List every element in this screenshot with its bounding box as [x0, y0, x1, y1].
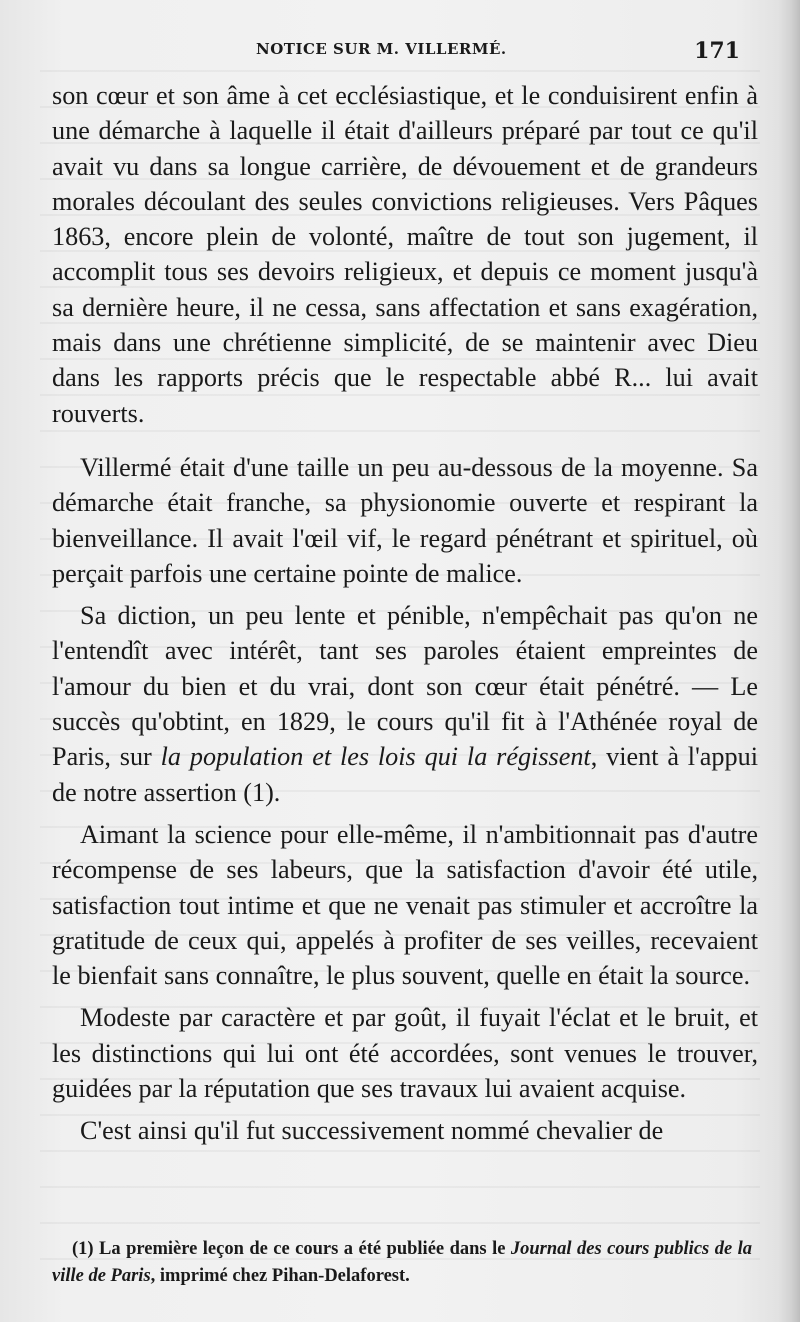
footnote-text-a: (1) La première leçon de ce cours a été publiée dans le [72, 1239, 511, 1259]
page-edge-shadow [778, 0, 800, 1322]
paragraph-3 [52, 598, 758, 810]
paragraph-3-text-b: , vient à l'appui de notre assertion (1). [52, 742, 758, 807]
paragraph-4: Aimant la science pour elle-même, il n'ambitionnait pas d'autre récompense de ses labeurs, que la satisfaction d'avoir été utile, satisfaction tout intime et que ne venait pas stimuler et accroître la gratitude de ceux qui, appelés à profiter de ses veilles, recevaient le bienfait sans connaître, le plus souvent, quelle en était la source. [52, 819, 758, 991]
paragraph-3-text-a: Sa diction, un peu lente et pénible, n'empêchait pas qu'on ne l'entendît avec intérêt, tant ses paroles étaient empreintes de l'amour du bien et du vrai, dont son cœur était pénétré. — Le succès qu'obtint, en 1829, le cours qu'il fit à l'Athénée royal de Paris, sur [52, 601, 758, 772]
body-text [52, 78, 758, 1149]
paragraph-2: Villermé était d'une taille un peu au-dessous de la moyenne. Sa démarche était franche, sa physionomie ouverte et respirant la bienveillance. Il avait l'œil vif, le regard pénétrant et spirituel, où perçait parfois une certaine pointe de malice. [52, 452, 758, 588]
footnote-text-b: , imprimé chez Pihan-Delaforest. [150, 1266, 410, 1286]
paragraph-6: C'est ainsi qu'il fut successivement nommé chevalier de [80, 1116, 664, 1146]
footnote-journal-title: Journal des cours publics de la ville de Paris [52, 1239, 753, 1286]
page-header [50, 40, 750, 70]
paragraph-1: son cœur et son âme à cet ecclésiastique, et le conduisirent enfin à une démarche à laquelle il était d'ailleurs préparé par tout ce qu'il avait vu dans sa longue carrière, de dévouement et de grandeurs morales découlant des seules convictions religieuses. Vers Pâques 1863, encore plein de volonté, maître de tout son jugement, il accomplit tous ses devoirs religieux, et depuis ce moment jusqu'à sa dernière heure, il ne cessa, sans affectation et sans exagération, mais dans une chrétienne simplicité, de se maintenir avec Dieu dans les rapports précis que le respectable abbé R... lui avait rouverts. [52, 81, 758, 428]
page-number: 171 [694, 38, 740, 64]
course-title-italic: la population et les lois qui la régissent [160, 742, 591, 772]
footnote [52, 1236, 752, 1290]
running-head: NOTICE SUR M. VILLERMÉ. [256, 40, 507, 58]
paragraph-5: Modeste par caractère et par goût, il fuyait l'éclat et le bruit, et les distinctions qui lui ont été accordées, sont venues le trouver, guidées par la réputation que ses travaux lui avaient acquise. [52, 1003, 758, 1104]
